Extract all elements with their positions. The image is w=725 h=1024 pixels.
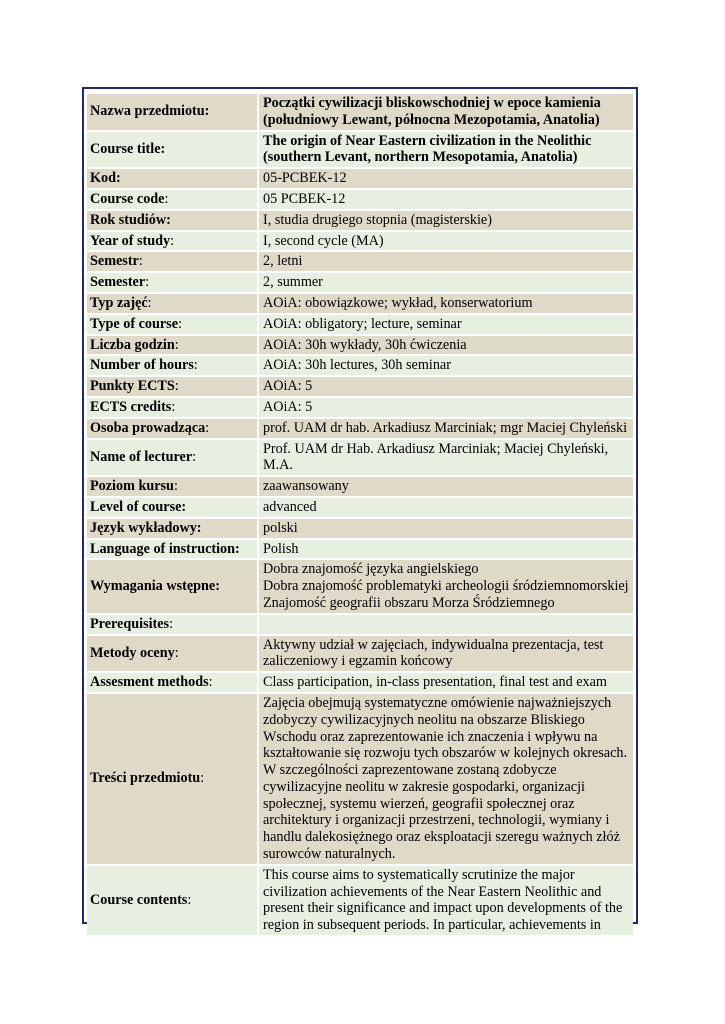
field-label-text: Wymagania wstępne: [90, 578, 220, 595]
table-row [87, 132, 633, 168]
field-label-colon: : [138, 253, 143, 270]
field-value: Początki cywilizacji bliskowschodniej w epoce kamienia (południowy Lewant, północna Mezopotamia, Anatolia) [259, 94, 633, 130]
field-label-colon: : [193, 357, 198, 374]
field-label-colon: : [147, 294, 152, 311]
field-value: AOiA: 5 [259, 398, 633, 417]
field-label [87, 694, 257, 864]
field-label-text: Kod: [90, 170, 121, 187]
field-label-text: Język wykładowy: [90, 519, 202, 536]
table-row [87, 232, 633, 251]
course-info-table [87, 92, 633, 937]
field-label [87, 252, 257, 271]
field-label-text: Typ zajęć [90, 294, 148, 311]
field-value: AOiA: obowiązkowe; wykład, konserwatorium [259, 294, 633, 313]
table-row [87, 94, 633, 130]
field-label-colon: : [171, 398, 176, 415]
field-label [87, 377, 257, 396]
field-value: Zajęcia obejmują systematyczne omówienie najważniejszych zdobyczy cywilizacyjnych neolitu na obszarze Bliskiego Wschodu oraz zaprezentowanie ich znaczenia i wpływu na kształtowanie się rozwoju tych obszarów w kolejnych okresach. W szczególności zaprezentowane zostaną zdobycze cywilizacyjne neolitu w zakresie gospodarki, organizacji społecznej, systemu wierzeń, geografii społecznej oraz architektury i organizacji przestrzeni, technologii, wymiany i handlu dalekosiężnego oraz eksploatacji szeregu ważnych złóż surowców naturalnych. [259, 694, 633, 864]
field-label-text: Course title: [90, 140, 166, 157]
field-label-colon: : [174, 336, 179, 353]
field-value: 05-PCBEK-12 [259, 169, 633, 188]
field-label-text: Liczba godzin [90, 336, 175, 353]
field-label-text: Semester [90, 274, 146, 291]
field-label-text: Name of lecturer [90, 448, 193, 465]
field-label-colon: : [192, 448, 197, 465]
field-label [87, 673, 257, 692]
field-value: 05 PCBEK-12 [259, 190, 633, 209]
field-label [87, 211, 257, 230]
field-value: AOiA: obligatory; lecture, seminar [259, 315, 633, 334]
field-value: AOiA: 5 [259, 377, 633, 396]
field-label-text: Nazwa przedmiotu: [90, 103, 210, 120]
table-row [87, 211, 633, 230]
field-label-text: Type of course [90, 315, 178, 332]
field-label-text: Language of instruction: [90, 540, 240, 557]
field-label [87, 190, 257, 209]
field-label [87, 294, 257, 313]
field-value: Prof. UAM dr Hab. Arkadiusz Marciniak; Maciej Chyleński, M.A. [259, 440, 633, 476]
table-row [87, 169, 633, 188]
table-row [87, 519, 633, 538]
field-label-text: ECTS credits [90, 398, 172, 415]
field-label-text: Prerequisites [90, 615, 170, 632]
field-label [87, 398, 257, 417]
field-value: The origin of Near Eastern civilization in the Neolithic (southern Levant, northern Mesopotamia, Anatolia) [259, 132, 633, 168]
field-value: polski [259, 519, 633, 538]
field-label [87, 232, 257, 251]
table-row [87, 636, 633, 672]
field-value-line: Dobra znajomość problematyki archeologii śródziemnomorskiej [263, 578, 629, 595]
field-label-colon: : [145, 274, 150, 291]
field-label-colon: : [174, 378, 179, 395]
table-row [87, 336, 633, 355]
table-row [87, 866, 633, 935]
field-value [259, 615, 633, 634]
field-value: Polish [259, 540, 633, 559]
field-label-text: Semestr [90, 253, 139, 270]
table-row [87, 673, 633, 692]
table-row [87, 477, 633, 496]
field-label [87, 273, 257, 292]
field-label-text: Number of hours [90, 357, 194, 374]
field-label-text: Assesment methods [90, 674, 209, 691]
field-label-text: Level of course: [90, 498, 187, 515]
table-row [87, 315, 633, 334]
field-label-colon: : [173, 478, 178, 495]
field-value: Class participation, in-class presentation, final test and exam [259, 673, 633, 692]
field-label-colon: : [174, 644, 179, 661]
field-label-text: Metody oceny [90, 644, 175, 661]
field-label [87, 498, 257, 517]
field-value: I, studia drugiego stopnia (magisterskie) [259, 211, 633, 230]
field-label-colon: : [208, 674, 213, 691]
table-row [87, 294, 633, 313]
field-value: AOiA: 30h wykłady, 30h ćwiczenia [259, 336, 633, 355]
field-label [87, 336, 257, 355]
field-label-colon: : [164, 190, 169, 207]
table-row [87, 377, 633, 396]
field-label [87, 94, 257, 130]
field-label [87, 419, 257, 438]
field-label [87, 356, 257, 375]
field-value: 2, summer [259, 273, 633, 292]
field-label [87, 560, 257, 612]
field-value: I, second cycle (MA) [259, 232, 633, 251]
table-row [87, 615, 633, 634]
field-label-colon: : [169, 615, 174, 632]
field-label-text: Osoba prowadząca [90, 419, 206, 436]
field-value: prof. UAM dr hab. Arkadiusz Marciniak; mgr Maciej Chyleński [259, 419, 633, 438]
field-label-colon: : [200, 770, 205, 787]
table-row [87, 440, 633, 476]
table-row [87, 419, 633, 438]
field-label [87, 477, 257, 496]
field-value: AOiA: 30h lectures, 30h seminar [259, 356, 633, 375]
table-row [87, 694, 633, 864]
field-value-line: Znajomość geografii obszaru Morza Śródziemnego [263, 594, 555, 611]
field-label [87, 866, 257, 935]
table-row [87, 273, 633, 292]
field-label-text: Punkty ECTS [90, 378, 175, 395]
field-label-colon: : [205, 419, 210, 436]
table-row [87, 356, 633, 375]
field-value: Aktywny udział w zajęciach, indywidualna prezentacja, test zaliczeniowy i egzamin końcowy [259, 636, 633, 672]
field-label-colon: : [170, 232, 175, 249]
field-label [87, 132, 257, 168]
field-label-text: Course contents [90, 892, 188, 909]
field-value-line: Dobra znajomość języka angielskiego [263, 561, 479, 578]
table-row [87, 560, 633, 612]
field-value: This course aims to systematically scrutinize the major civilization achievements of the Near Eastern Neolithic and present their significance and impact upon developments of the region in subsequent periods. In particular, achievements in [259, 866, 633, 935]
field-label-text: Course code [90, 190, 165, 207]
field-value: zaawansowany [259, 477, 633, 496]
field-label [87, 519, 257, 538]
field-value: 2, letni [259, 252, 633, 271]
field-label [87, 540, 257, 559]
table-row [87, 498, 633, 517]
field-label-colon: : [178, 315, 182, 332]
field-label [87, 440, 257, 476]
table-row [87, 540, 633, 559]
field-label-text: Year of study [90, 232, 171, 249]
course-info-frame [82, 87, 638, 934]
field-label-colon: : [187, 892, 192, 909]
field-label-text: Poziom kursu [90, 478, 174, 495]
field-label [87, 169, 257, 188]
field-label [87, 615, 257, 634]
table-row [87, 252, 633, 271]
table-row [87, 398, 633, 417]
field-label [87, 315, 257, 334]
field-label-text: Treści przedmiotu [90, 770, 201, 787]
field-label-text: Rok studiów: [90, 211, 171, 228]
table-row [87, 190, 633, 209]
field-label [87, 636, 257, 672]
field-value: advanced [259, 498, 633, 517]
field-value [259, 560, 633, 612]
